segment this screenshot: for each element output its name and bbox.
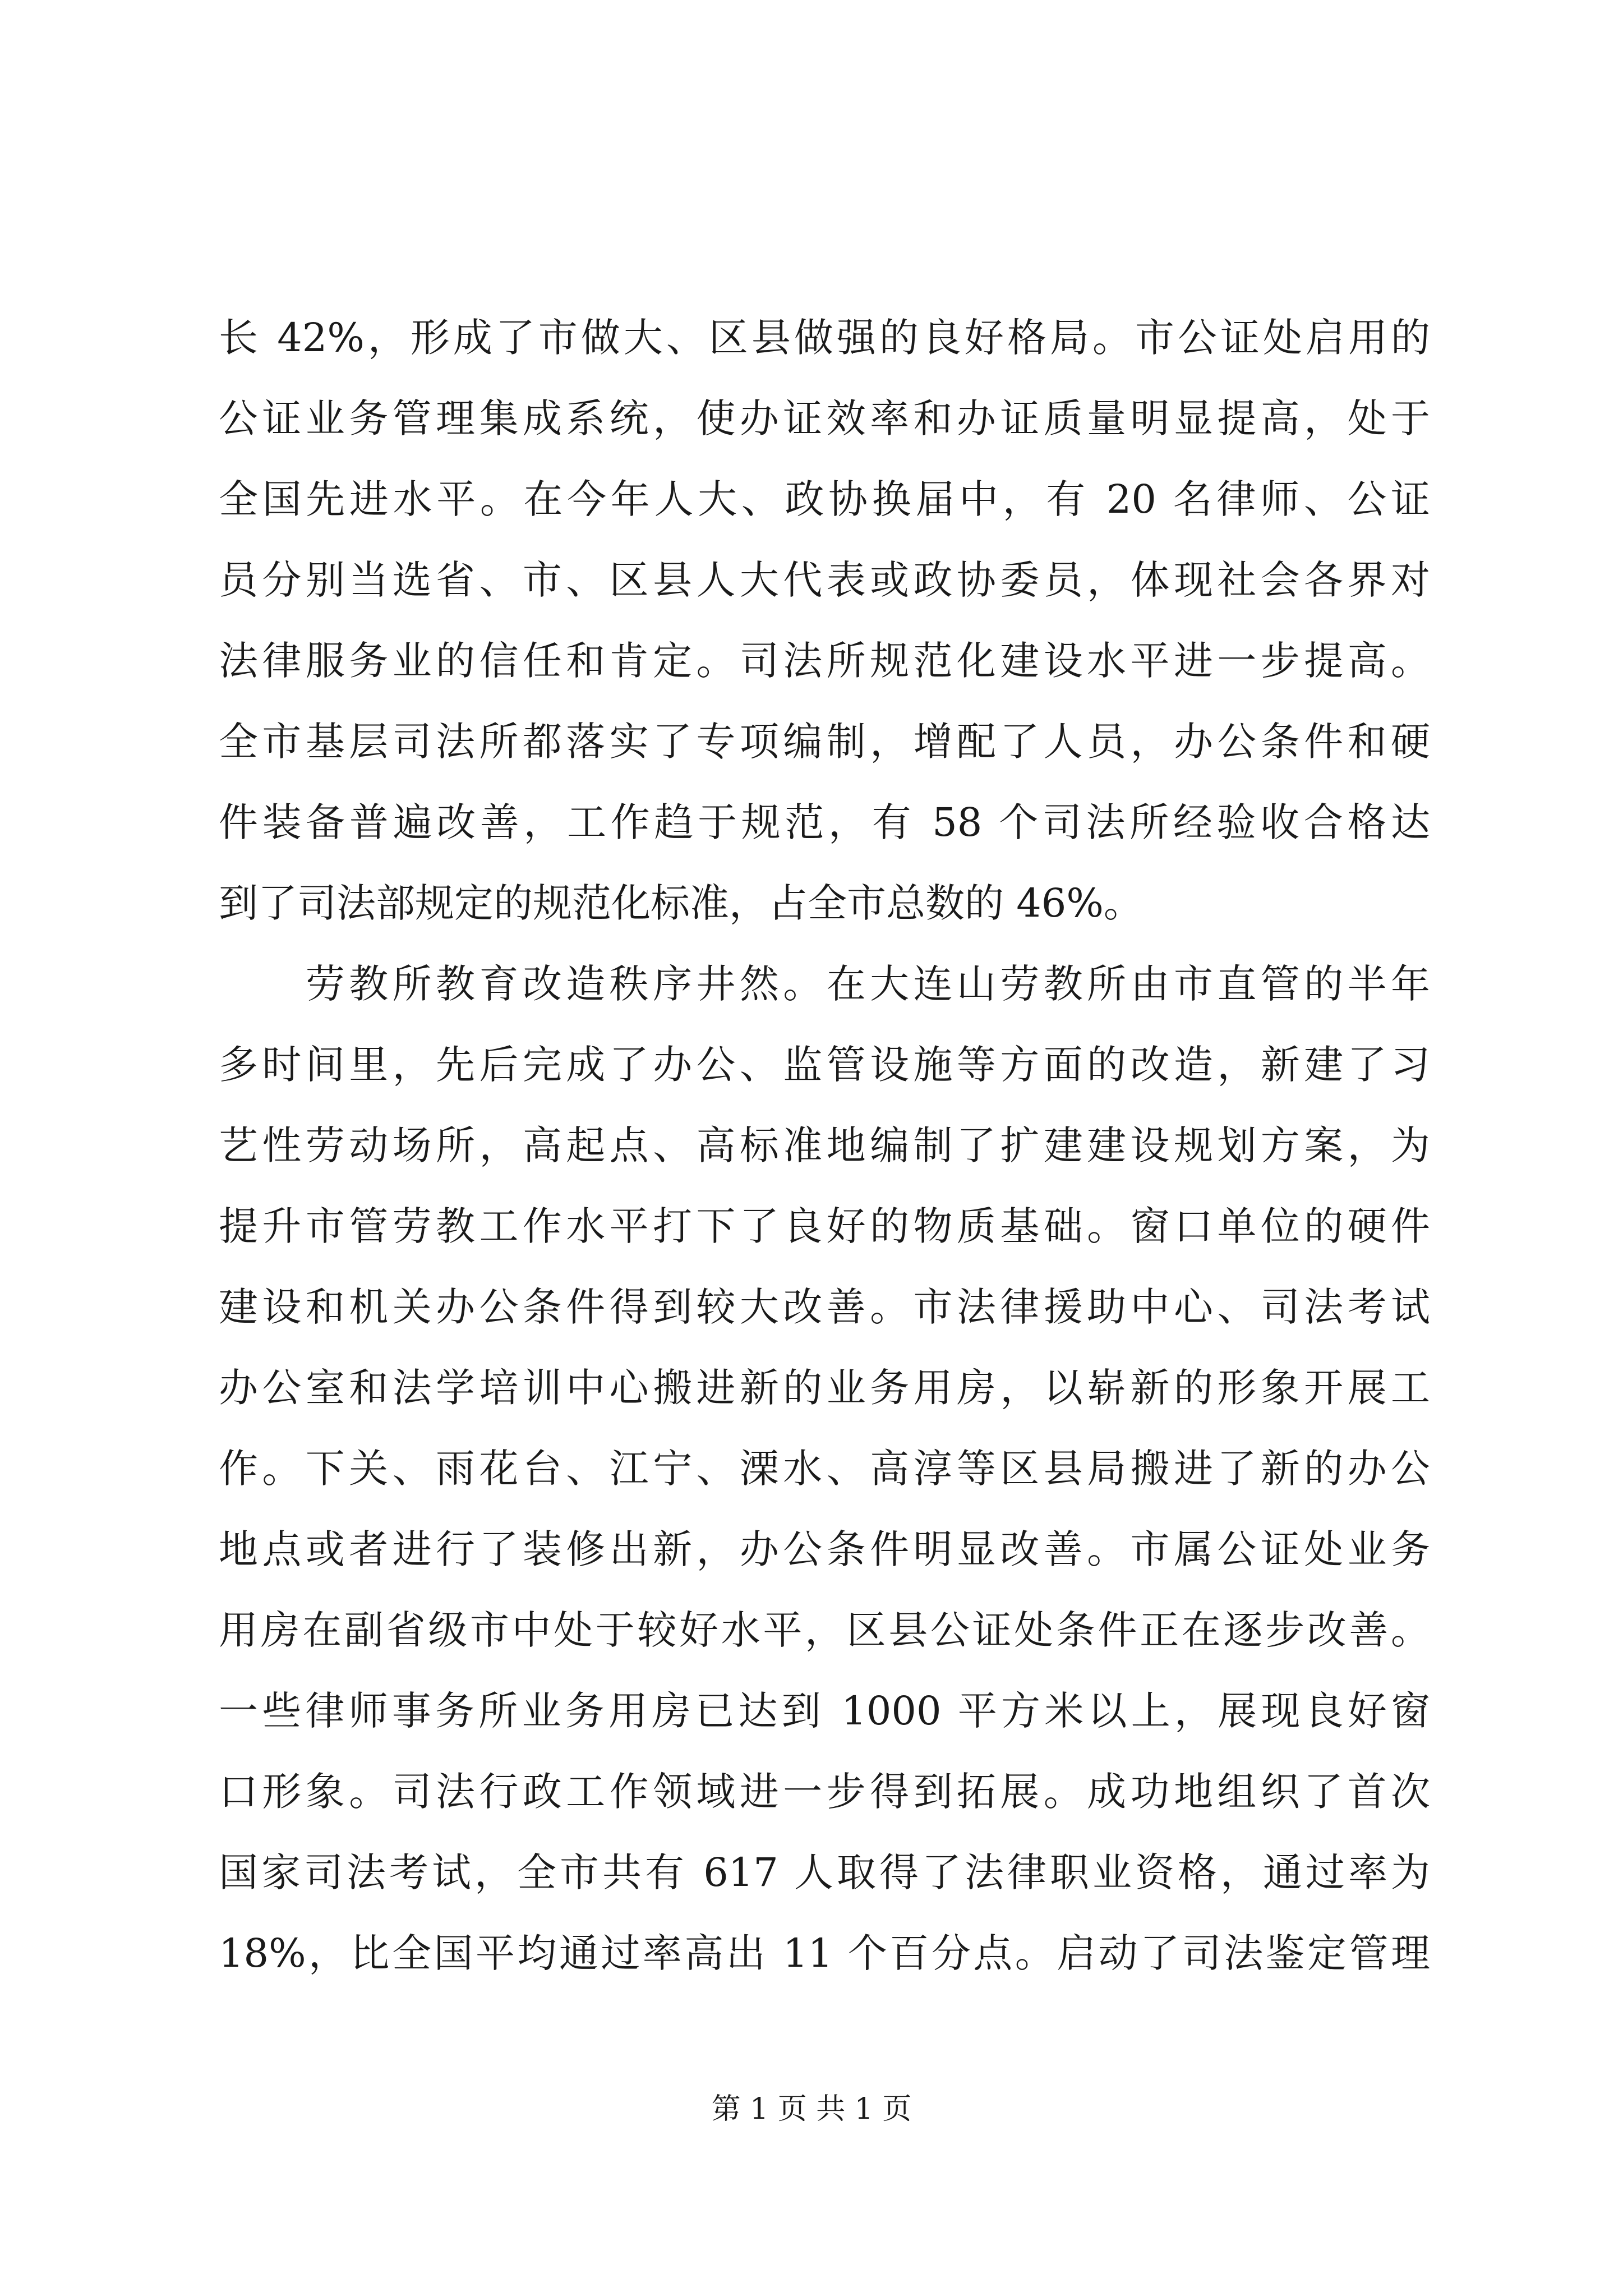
text-line: 长 42%，形成了市做大、区县做强的良好格局。市公证处启用的 [219,315,1430,361]
body-text [219,297,1430,1994]
text-line: 到了司法部规定的规范化标准，占全市总数的 46%。 [219,880,1143,926]
text-line: 多时间里，先后完成了办公、监管设施等方面的改造，新建了习 [219,1042,1430,1088]
text-line: 全市基层司法所都落实了专项编制，增配了人员，办公条件和硬 [219,719,1430,765]
text-line: 一些律师事务所业务用房已达到 1000 平方米以上，展现良好窗 [219,1688,1430,1734]
text-line: 18%，比全国平均通过率高出 11 个百分点。启动了司法鉴定管理 [219,1930,1430,1976]
text-line: 建设和机关办公条件得到较大改善。市法律援助中心、司法考试 [219,1284,1430,1330]
text-line: 提升市管劳教工作水平打下了良好的物质基础。窗口单位的硬件 [219,1203,1430,1249]
page-footer: 第 1 页 共 1 页 [711,2092,912,2126]
text-line: 艺性劳动场所，高起点、高标准地编制了扩建建设规划方案，为 [219,1122,1430,1168]
text-line: 法律服务业的信任和肯定。司法所规范化建设水平进一步提高。 [219,638,1430,684]
text-line: 作。下关、雨花台、江宁、溧水、高淳等区县局搬进了新的办公 [219,1446,1430,1492]
text-line: 国家司法考试，全市共有 617 人取得了法律职业资格，通过率为 [219,1849,1430,1895]
text-line: 劳教所教育改造秩序井然。在大连山劳教所由市直管的半年 [219,961,1430,1007]
text-line: 员分别当选省、市、区县人大代表或政协委员，体现社会各界对 [219,557,1430,603]
text-line: 办公室和法学培训中心搬进新的业务用房，以崭新的形象开展工 [219,1365,1430,1411]
text-line: 件装备普遍改善，工作趋于规范，有 58 个司法所经验收合格达 [219,799,1430,845]
text-line: 全国先进水平。在今年人大、政协换届中，有 20 名律师、公证 [219,476,1430,522]
text-line: 地点或者进行了装修出新，办公条件明显改善。市属公证处业务 [219,1526,1430,1572]
text-line: 口形象。司法行政工作领域进一步得到拓展。成功地组织了首次 [219,1769,1430,1815]
text-line: 用房在副省级市中处于较好水平，区县公证处条件正在逐步改善。 [219,1607,1430,1653]
text-line: 公证业务管理集成系统，使办证效率和办证质量明显提高，处于 [219,395,1430,441]
